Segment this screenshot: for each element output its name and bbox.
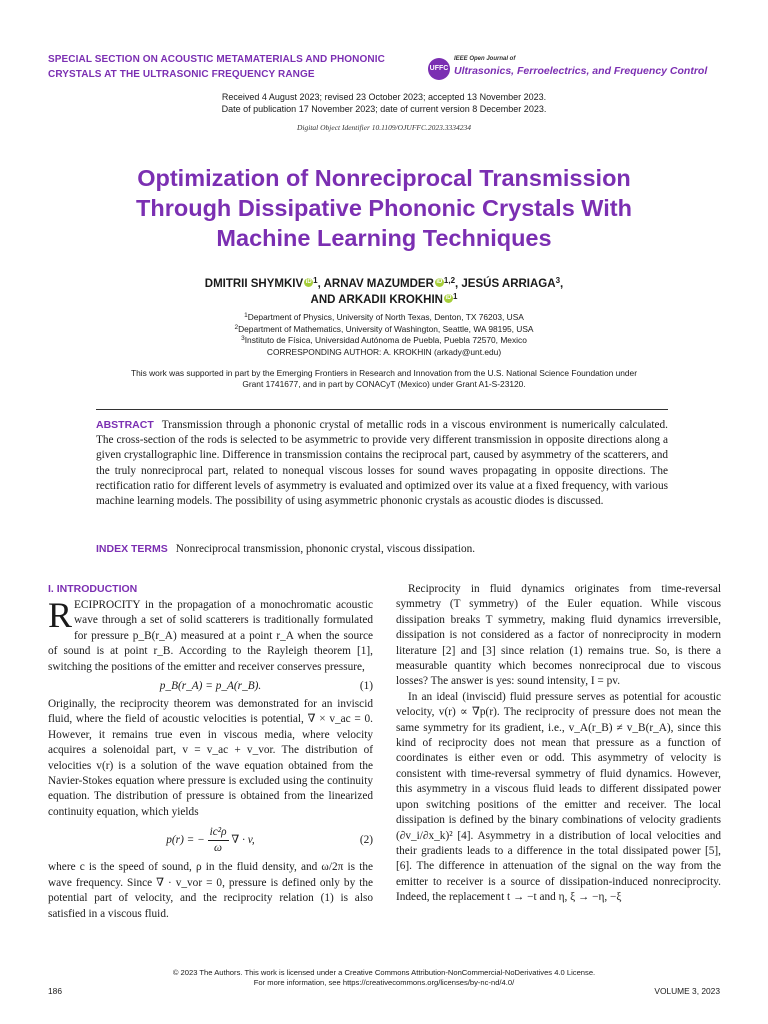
drop-cap: R xyxy=(48,595,73,635)
title-line3: Machine Learning Techniques xyxy=(216,225,552,251)
affiliation-number: 3 xyxy=(241,335,245,342)
equation-1 xyxy=(48,675,373,697)
author-affiliation-marker: 1,2 xyxy=(443,276,456,285)
affiliation-1: Department of Physics, University of North Texas, Denton, TX 76203, USA xyxy=(247,312,524,322)
author-name: AND ARKADII KROKHIN xyxy=(310,294,443,306)
index-terms-text: Nonreciprocal transmission, phononic crystal, viscous dissipation. xyxy=(175,543,476,555)
title-line1: Optimization of Nonreciprocal Transmission xyxy=(137,165,631,191)
orcid-icon[interactable]: iD xyxy=(445,295,452,301)
journal-name: Ultrasonics, Ferroelectrics, and Frequency Control xyxy=(454,65,708,77)
journal-branding xyxy=(428,56,728,82)
equation-rhs: ∇ · v, xyxy=(231,834,255,847)
intro-paragraph-3: where c is the speed of sound, ρ in the fluid density, and ω/2π is the wave frequency. Since ∇ · v_vor = 0, pressure is defined only by the potential part of velocity, and the reciprocity relation (1) is also satisfied in a viscous fluid. xyxy=(48,861,373,920)
corresponding-author[interactable]: CORRESPONDING AUTHOR: A. KROKHIN (arkady@unt.edu) xyxy=(266,346,502,357)
equation-number: (2) xyxy=(359,834,373,847)
author-affiliation-marker: 3 xyxy=(555,276,561,285)
author-list: DMITRII SHYMKIV iD $^1$, ARNAV MAZUMDER iD $^{1,2}$, JESÚS ARRIAGA$^3$, AND ARKADII KROKHIN iD $^1$ xyxy=(204,276,564,306)
abstract-text: Transmission through a phononic crystal of metallic rods in a viscous environment is numerically calculated. The cross-section of the rods is selected to be asymmetric to provide very different transmission in opposite directions along a given crystallographic line. Difference in transmission contains the reciprocal part, caused by asymmetry of the scatterers, and the truly nonreciprocal part, related to nonequal viscous losses for sound waves propagating in opposite directions. The rectification ratio for different levels of asymmetry is evaluated and optimized over its value at a fixed frequency, with various machine learning models. The possibility of using asymmetric phononic crystals as acoustic diodes is discussed. xyxy=(96,419,668,508)
equation-lhs: p(r) = − xyxy=(166,834,205,847)
license-line1: © 2023 The Authors. This work is licensed under a Creative Commons Attribution-NonCommercial-NoDerivatives 4.0 License. xyxy=(172,968,596,977)
volume-label: VOLUME 3, 2023 xyxy=(654,986,720,996)
affiliation-number: 2 xyxy=(234,323,239,331)
paper-title xyxy=(60,163,708,253)
equation-fraction xyxy=(208,825,229,856)
journal-logo: UFFC xyxy=(428,58,450,80)
affiliation-3: Instituto de Física, Universidad Autónoma de Puebla, Puebla 72570, Mexico xyxy=(244,335,527,345)
section-heading-introduction: I. INTRODUCTION xyxy=(48,583,138,595)
fraction-numerator: ic²ρ xyxy=(208,825,229,841)
body-column-left xyxy=(48,582,373,922)
affiliation-number: 1 xyxy=(244,312,248,319)
journal-kicker: IEEE Open Journal of xyxy=(454,56,516,62)
special-section-title xyxy=(48,52,408,82)
fraction-denominator: ω xyxy=(214,842,223,855)
abstract-divider xyxy=(96,409,668,410)
author-name: DMITRII SHYMKIV xyxy=(204,278,304,290)
author-name: JESÚS ARRIAGA xyxy=(461,278,556,290)
running-header xyxy=(48,52,728,84)
funding-statement: This work was supported in part by the Emerging Frontiers in Research and Innovation from the U.S. National Science Foundation under Grant 1741677, and in part by CONACyT (Mexico) under Grant A1-S-23120. xyxy=(130,368,638,389)
intro-paragraph-5: In an ideal (inviscid) fluid pressure serves as potential for acoustic velocity, v(r) ∝ ∇p(r). The reciprocity of pressure does not mean the same symmetry for its gradient, i.e., v_A(r_B) ≠ v_B(r_A), since this kind of reciprocity does not mean that pressure as a function of coordinates is either even or odd. This asymmetry of velocity is consistent with time-reversal symmetry of fluid dynamics. However, this asymmetry in a viscous fluid leads to different dissipated power upon switching positions of the emitter and receiver. The local dissipation is defined by the binary combinations of velocity gradients (∂v_i/∂x_k)² [4]. Asymmetry in a distribution of local velocities and their gradients leads to a difference in the total dissipated power [5], [6]. The difference in attenuation of the signal on the way from the emitter to receiver is a source of dissipation-induced nonreciprocity. Indeed, the replacement t → −t and η, ξ → −η, −ξ xyxy=(396,690,721,904)
equation-number: (1) xyxy=(359,680,373,693)
affiliation-2: Department of Mathematics, University of Washington, Seattle, WA 98195, USA xyxy=(238,323,534,334)
index-terms xyxy=(96,542,668,557)
abstract-label: ABSTRACT xyxy=(96,419,154,431)
section-title-line2: CRYSTALS AT THE ULTRASONIC FREQUENCY RANGE xyxy=(48,69,315,80)
author-affiliation-marker: 1 xyxy=(453,292,458,301)
intro-paragraph-2: Originally, the reciprocity theorem was demonstrated for an inviscid fluid, where the field of acoustic velocities is potential, ∇ × v_ac = 0. However, it remains true even in viscous media, where velocity acquires a solenoidal part, v = v_ac + v_vor. The distribution of velocities v(r) is a solution of the wave equation obtained from the Navier-Stokes equation where pressure is excluded using the continuity equation. The distribution of pressure is obtained from the linearized continuity equation, which yields xyxy=(48,698,373,818)
equation-2 xyxy=(48,820,373,860)
body-column-right xyxy=(396,582,721,906)
affiliations xyxy=(0,312,768,358)
intro-paragraph-1 xyxy=(48,595,373,675)
intro-paragraph-4: Reciprocity in fluid dynamics originates from time-reversal symmetry (T symmetry) of the Euler equation. While viscous dissipation breaks T symmetry, making fluid dynamics irreversible, dissipation is not considered as a factor of nonreciprocity in modern literature [2] and [3] since relation (1) remains true. So, is there a measurable quantity which becomes nonreciprocal due to viscous losses? The answer is yes: sound intensity, I = pv. xyxy=(396,583,721,688)
author-affiliation-marker: 1 xyxy=(313,276,318,285)
author-name: ARNAV MAZUMDER xyxy=(323,278,434,290)
orcid-icon[interactable]: iD xyxy=(305,279,312,285)
equation-body: p_B(r_A) = p_A(r_B). xyxy=(159,680,262,693)
index-terms-label: INDEX TERMS xyxy=(96,543,168,555)
license-footer xyxy=(0,968,768,988)
doi: Digital Object Identifier 10.1109/OJUFFC.2023.3334234 xyxy=(296,123,471,132)
title-line2: Through Dissipative Phononic Crystals With xyxy=(136,195,632,221)
publication-dates xyxy=(0,91,768,115)
page-number: 186 xyxy=(48,986,62,996)
dates-line1: Received 4 August 2023; revised 23 October 2023; accepted 13 November 2023. xyxy=(221,92,547,102)
paragraph-text: ECIPROCITY in the propagation of a monochromatic acoustic wave through a set of solid scatterers is traditionally formulated for pressure p_B(r_A) measured at a point r_A when the source of sound is at point r_B. According to the Rayleigh theorem [1], switching the positions of the emitter and receiver conserves pressure, xyxy=(48,599,373,673)
orcid-icon[interactable]: iD xyxy=(436,279,443,285)
dates-line2: Date of publication 17 November 2023; date of current version 8 December 2023. xyxy=(221,104,547,114)
abstract xyxy=(96,418,668,509)
section-title-line1: SPECIAL SECTION ON ACOUSTIC METAMATERIALS AND PHONONIC xyxy=(48,54,385,65)
license-line2[interactable]: For more information, see https://creativecommons.org/licenses/by-nc-nd/4.0/ xyxy=(253,978,515,987)
